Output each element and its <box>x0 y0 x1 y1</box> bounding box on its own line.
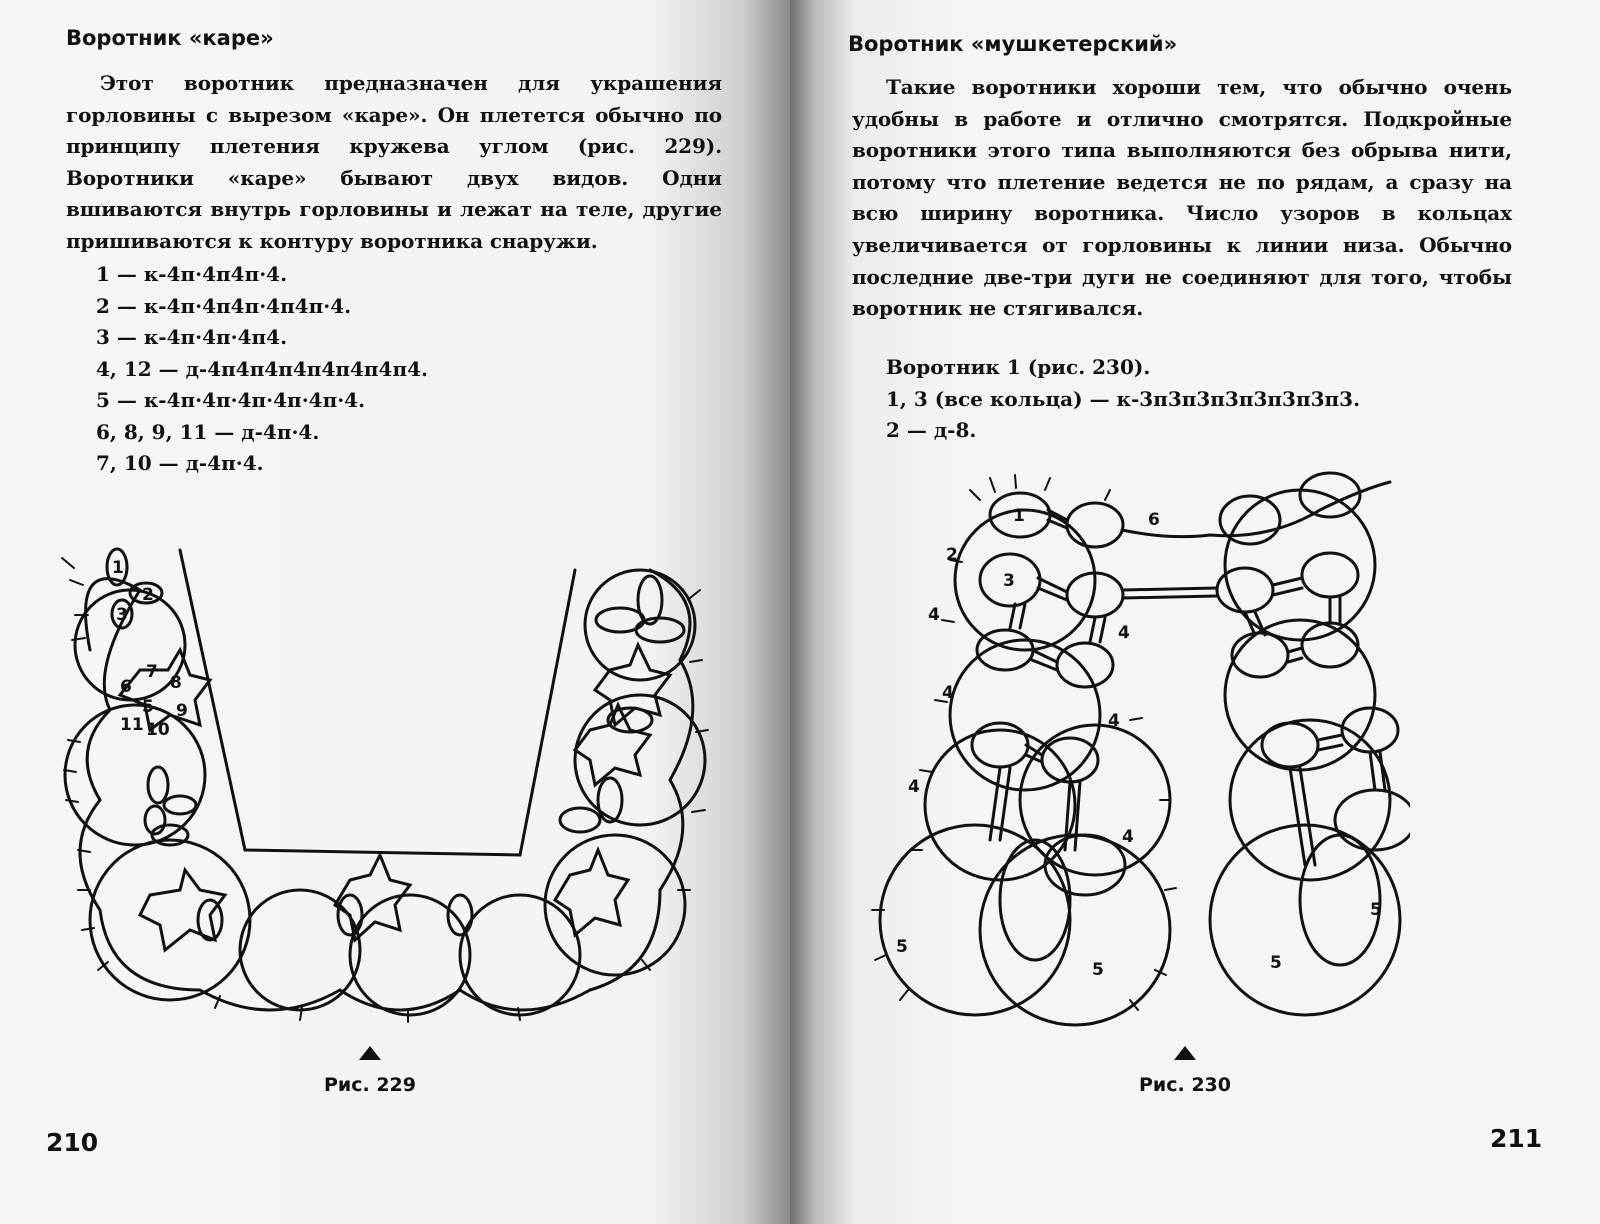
fig230-label: 5 <box>1270 953 1282 973</box>
fig229-label: 10 <box>146 720 170 740</box>
collar-1-ref: (рис. 230). <box>1020 355 1151 379</box>
fig230-label: 2 <box>946 545 958 565</box>
ring-outer-right-mid <box>575 695 705 825</box>
fig230-label: 6 <box>1148 510 1160 530</box>
instruction-line: 1, 3 (все кольца) — к-3п3п3п3п3п3п3п3. <box>886 386 1361 411</box>
fig230-label: 4 <box>1118 623 1130 643</box>
instruction-line: 3 — к-4п·4п·4п4. <box>96 325 288 349</box>
caption-arrow-icon <box>359 1046 381 1060</box>
right-instructions-list <box>886 352 1360 447</box>
fig230-label: 4 <box>928 605 940 625</box>
right-page-title: Воротник «мушкетерский» <box>848 32 1178 56</box>
instruction-subtitle <box>886 352 1360 384</box>
fig229-label: 6 <box>120 677 132 697</box>
figure-229-lace-diagram <box>50 530 740 1050</box>
page-number-right: 211 <box>1490 1124 1543 1153</box>
fig230-label: 5 <box>1092 960 1104 980</box>
page-number-left: 210 <box>46 1128 99 1157</box>
instruction-line: 7, 10 — д-4п·4. <box>96 451 264 475</box>
ring-outer-left-low <box>90 840 250 1000</box>
caption-arrow-icon <box>1174 1046 1196 1060</box>
fig230-label: 4 <box>1108 711 1120 731</box>
fig230-label: 3 <box>1003 571 1015 591</box>
fig229-label: 9 <box>176 701 188 721</box>
fig229-label: 7 <box>146 662 158 682</box>
fig229-label: 8 <box>170 673 182 693</box>
left-page-paragraph <box>66 68 722 258</box>
figure-229-caption <box>300 1046 440 1096</box>
ring-outer-bottom-2 <box>350 895 470 1015</box>
left-page-title: Воротник «каре» <box>66 26 274 50</box>
caption-text: Рис. 229 <box>324 1074 416 1096</box>
left-instructions-list <box>96 259 428 480</box>
left-page <box>0 0 790 1224</box>
collar-1-label: Воротник 1 <box>886 355 1021 379</box>
right-page <box>790 0 1600 1224</box>
instruction-line: 6, 8, 9, 11 — д-4п·4. <box>96 419 320 444</box>
ring-outer-bottom-3 <box>460 895 580 1015</box>
figure-230-caption <box>1115 1046 1255 1096</box>
fig230-label: 4 <box>942 683 954 703</box>
fig229-label: 1 <box>112 558 124 578</box>
fig229-label: 2 <box>142 585 154 605</box>
instruction-line: 5 — к-4п·4п·4п·4п·4п·4. <box>96 388 366 412</box>
fig230-label: 5 <box>1370 900 1382 920</box>
fig229-label: 11 <box>120 715 144 735</box>
right-paragraph-text: Такие воротники хороши тем, что обычно очень удобны в работе и отлично смотрятся. Подкройные воротники этого типа выполняются без обрыва нити, потому что плетение ведется не по рядам, а сразу на всю ширину воротника. Число узоров в кольцах увеличивается от горловины к линии низа. Обычно последние две-три дуги не соединяют для того, чтобы воротник не стягивался. <box>852 75 1512 321</box>
right-page-paragraph <box>852 72 1512 325</box>
instruction-line: 2 — к-4п·4п4п·4п4п·4. <box>96 293 352 318</box>
fig230-label: 4 <box>1122 827 1134 847</box>
fig229-label: 3 <box>116 605 128 625</box>
fig230-label: 1 <box>1013 506 1025 526</box>
instruction-line: 2 — д-8. <box>886 418 977 442</box>
caption-text: Рис. 230 <box>1139 1074 1231 1096</box>
fig229-label: 5 <box>142 697 154 717</box>
figure-230-lace-diagram <box>850 470 1410 1030</box>
instruction-line: 4, 12 — д-4п4п4п4п4п4п4п4. <box>96 356 428 381</box>
instruction-line: 1 — к-4п·4п4п·4. <box>96 262 288 286</box>
fig230-label: 5 <box>896 937 908 957</box>
neckline-outline <box>180 550 575 855</box>
fig230-label: 4 <box>908 777 920 797</box>
left-paragraph-text: Этот воротник предназначен для украшения горловины с вырезом «каре». Он плетется обычно по принципу плетения кружева углом (рис. 229). Воротники «каре» бывают двух видов. Одни вшиваются внутрь горловины и лежат на теле, другие пришиваются к контуру воротника снаружи. <box>66 71 722 253</box>
